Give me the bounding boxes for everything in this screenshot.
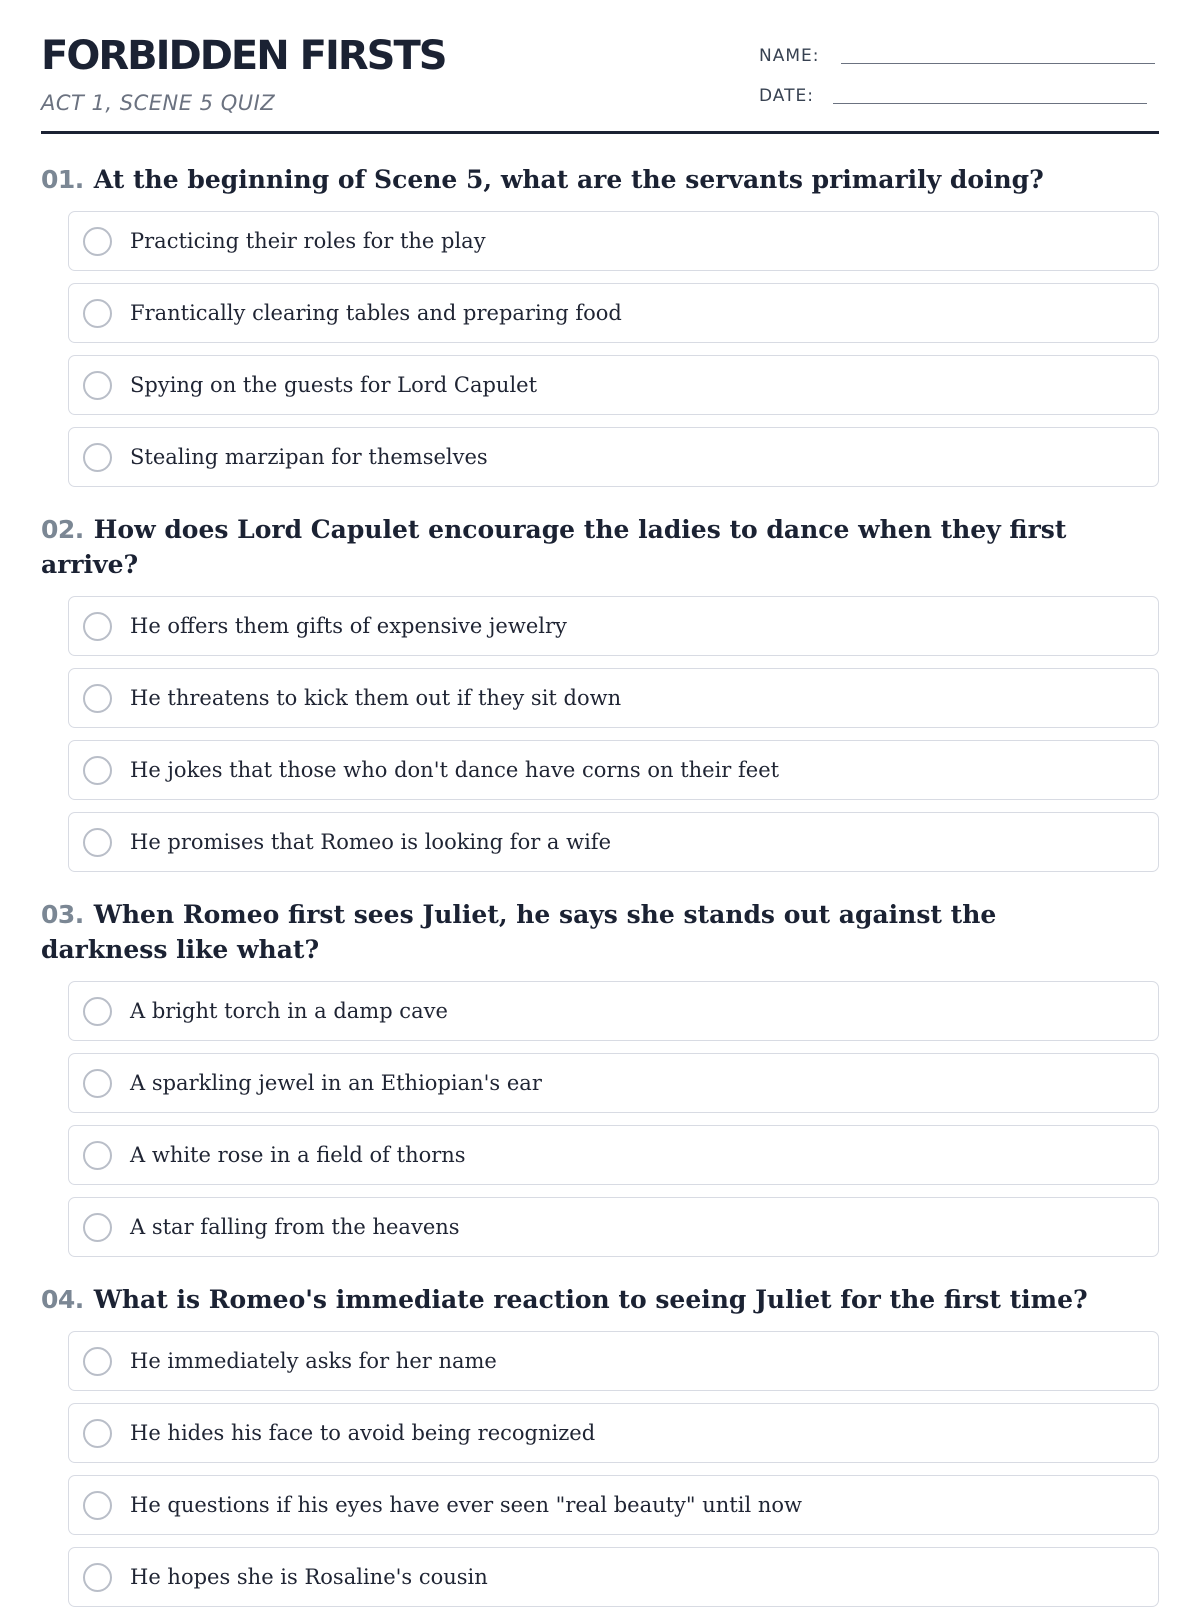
radio-circle-icon[interactable] <box>83 1141 112 1170</box>
answer-option[interactable] <box>68 981 1159 1041</box>
question-number: 03. <box>41 900 84 929</box>
question-number: 04. <box>41 1285 84 1314</box>
answer-option[interactable] <box>68 668 1159 728</box>
name-field <box>759 46 1155 66</box>
question-3 <box>41 884 1159 1257</box>
radio-circle-icon[interactable] <box>83 443 112 472</box>
question-text: At the beginning of Scene 5, what are the servants primarily doing? <box>93 165 1044 194</box>
answer-option[interactable] <box>68 596 1159 656</box>
radio-circle-icon[interactable] <box>83 1069 112 1098</box>
option-text: Practicing their roles for the play <box>130 229 486 253</box>
radio-circle-icon[interactable] <box>83 612 112 641</box>
radio-circle-icon[interactable] <box>83 1213 112 1242</box>
option-text: He promises that Romeo is looking for a wife <box>130 830 612 854</box>
date-label: DATE: <box>759 86 814 106</box>
question-text: What is Romeo's immediate reaction to seeing Juliet for the first time? <box>93 1285 1088 1314</box>
answer-option[interactable] <box>68 740 1159 800</box>
page-subtitle: ACT 1, SCENE 5 QUIZ <box>41 91 276 115</box>
option-text: He questions if his eyes have ever seen "real beauty" until now <box>130 1493 802 1517</box>
question-text: How does Lord Capulet encourage the ladies to dance when they first arrive? <box>41 515 1067 579</box>
question-number: 01. <box>41 165 84 194</box>
option-text: A star falling from the heavens <box>130 1215 460 1239</box>
date-input-line[interactable] <box>833 103 1147 104</box>
question-text: When Romeo first sees Juliet, he says she stands out against the darkness like what? <box>41 900 997 964</box>
answer-option[interactable] <box>68 355 1159 415</box>
option-text: Spying on the guests for Lord Capulet <box>130 373 538 397</box>
name-input-line[interactable] <box>841 63 1155 64</box>
answer-option[interactable] <box>68 427 1159 487</box>
answer-option[interactable] <box>68 812 1159 872</box>
radio-circle-icon[interactable] <box>83 1419 112 1448</box>
answer-option[interactable] <box>68 1475 1159 1535</box>
option-text: He hopes she is Rosaline's cousin <box>130 1565 488 1589</box>
option-text: He offers them gifts of expensive jewelry <box>130 614 567 638</box>
radio-circle-icon[interactable] <box>83 227 112 256</box>
answer-option[interactable] <box>68 1197 1159 1257</box>
option-text: A bright torch in a damp cave <box>130 999 448 1023</box>
answer-option[interactable] <box>68 283 1159 343</box>
radio-circle-icon[interactable] <box>83 684 112 713</box>
radio-circle-icon[interactable] <box>83 756 112 785</box>
radio-circle-icon[interactable] <box>83 1347 112 1376</box>
quiz-header <box>41 0 1159 134</box>
radio-circle-icon[interactable] <box>83 299 112 328</box>
option-text: He hides his face to avoid being recognized <box>130 1421 596 1445</box>
option-text: He immediately asks for her name <box>130 1349 497 1373</box>
answer-option[interactable] <box>68 1125 1159 1185</box>
question-4 <box>41 1269 1159 1607</box>
option-text: Frantically clearing tables and preparing food <box>130 301 622 325</box>
option-text: Stealing marzipan for themselves <box>130 445 488 469</box>
name-label: NAME: <box>759 46 820 66</box>
question-title <box>41 897 1159 967</box>
page-title: FORBIDDEN FIRSTS <box>41 33 446 79</box>
answer-option[interactable] <box>68 1053 1159 1113</box>
answer-option[interactable] <box>68 1403 1159 1463</box>
radio-circle-icon[interactable] <box>83 997 112 1026</box>
option-text: A sparkling jewel in an Ethiopian's ear <box>130 1071 542 1095</box>
option-text: He jokes that those who don't dance have corns on their feet <box>130 758 780 782</box>
radio-circle-icon[interactable] <box>83 828 112 857</box>
question-title <box>41 162 1159 197</box>
radio-circle-icon[interactable] <box>83 1491 112 1520</box>
answer-option[interactable] <box>68 1331 1159 1391</box>
question-2 <box>41 499 1159 872</box>
question-number: 02. <box>41 515 84 544</box>
option-text: He threatens to kick them out if they sit down <box>130 686 622 710</box>
question-title <box>41 1282 1159 1317</box>
radio-circle-icon[interactable] <box>83 1563 112 1592</box>
question-title <box>41 512 1159 582</box>
question-1 <box>41 134 1159 487</box>
date-field <box>759 86 1147 106</box>
answer-option[interactable] <box>68 1547 1159 1607</box>
radio-circle-icon[interactable] <box>83 371 112 400</box>
answer-option[interactable] <box>68 211 1159 271</box>
option-text: A white rose in a field of thorns <box>130 1143 466 1167</box>
